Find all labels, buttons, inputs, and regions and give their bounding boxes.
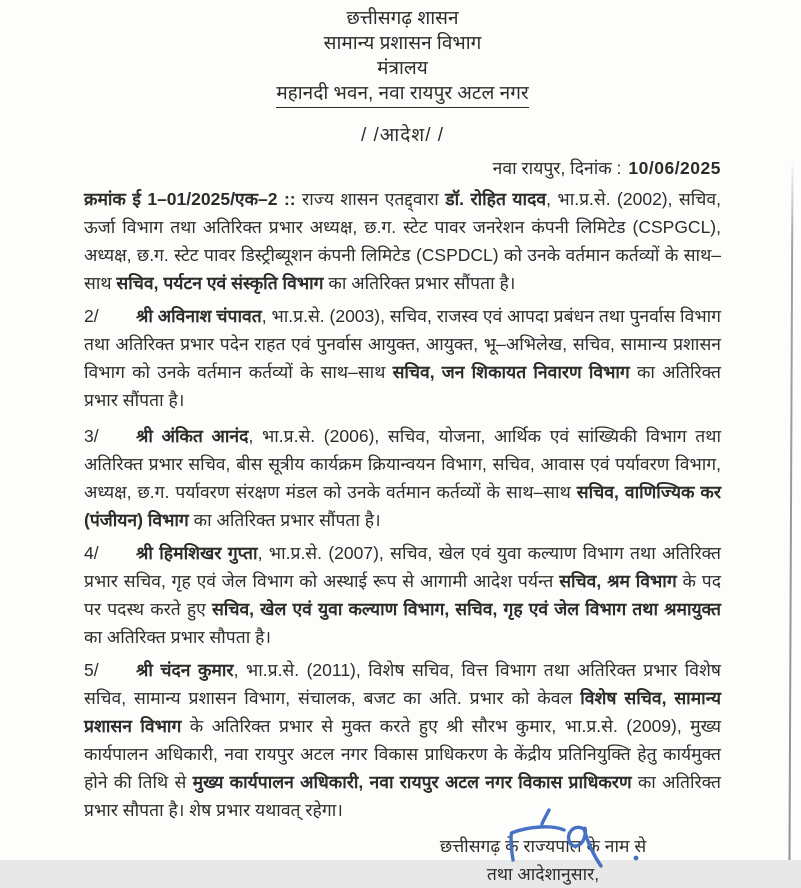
paragraph-4-text: श्री हिमशिखर गुप्ता, भा.प्र.से. (2007), सचिव, खेल एवं युवा कल्याण विभाग तथा अतिरिक्त प्रभार सचिव, गृह एवं जेल विभाग को अस्थाई रूप से आगामी आदेश पर्यन्त सचिव, श्रम विभाग के पद पर पदस्थ करते हुए सचिव, खेल एवं युवा कल्याण विभाग, सचिव, गृह एवं जेल विभाग तथा श्रमायुक्त का अतिरिक्त प्रभार सौपता है। [84,543,722,647]
place-date-label: नवा रायपुर, दिनांक : [492,158,622,178]
document-header [84,6,721,108]
paragraph-2 [84,302,721,414]
paragraph-3-number: 3/ [84,426,99,446]
header-department: सामान्य प्रशासन विभाग [323,33,482,54]
paragraph-4 [84,539,721,651]
order-title: / /आदेश/ / [360,125,445,146]
header-address-text: महानदी भवन, नवा रायपुर अटल नगर [276,81,528,108]
closing-authority-line: छत्तीसगढ़ के राज्यपाल के नाम से [439,836,647,856]
header-address [84,81,721,108]
paragraph-1: क्रमांक ई 1–01/2025/एक–2 :: राज्य शासन एतद्द्वारा डॉ. रोहित यादव, भा.प्र.से. (2002), सचिव, ऊर्जा विभाग तथा अतिरिक्त प्रभार अध्यक्ष, छ.ग. स्टेट पावर जनरेशन कंपनी लिमिटेड (CSPGCL), अध्यक्ष, छ.ग. स्टेट पावर डिस्ट्रीब्यूशन कंपनी लिमिटेड (CSPDCL) को उनके वर्तमान कर्तव्यों के साथ–साथ सचिव, पर्यटन एवं संस्कृति विभाग का अतिरिक्त प्रभार सौंपता है। [84,189,721,293]
header-government: छत्तीसगढ़ शासन [346,8,459,29]
paragraph-5 [84,656,721,824]
place-date-line [84,156,721,180]
paragraph-2-text: श्री अविनाश चंपावत, भा.प्र.से. (2003), सचिव, राजस्व एवं आपदा प्रबंधन तथा पुनर्वास विभाग तथा अतिरिक्त प्रभार पदेन राहत एवं पुनर्वास आयुक्त, आयुक्त, भू–अभिलेख, सचिव, सामान्य प्रशासन विभाग को उनके वर्तमान कर्तव्यों के साथ–साथ सचिव, जन शिकायत निवारण विभाग का अतिरिक्त प्रभार सौंपता है। [84,306,722,410]
paragraph-2-number: 2/ [84,306,99,326]
header-office: मंत्रालय [377,58,428,79]
signature [496,806,666,866]
paragraph-5-text: श्री चंदन कुमार, भा.प्र.से. (2011), विशेष सचिव, वित्त विभाग तथा अतिरिक्त प्रभार विशेष सचिव, सामान्य प्रशासन विभाग, संचालक, बजट का अति. प्रभार को केवल विशेष सचिव, सामान्य प्रशासन विभाग के अतिरिक्त प्रभार से मुक्त करते हुए श्री सौरभ कुमार, भा.प्र.से. (2009), मुख्य कार्यपालन अधिकारी, नवा रायपुर अटल नगर विकास प्राधिकरण के केंद्रीय प्रतिनियुक्ति हेतु कार्यमुक्त होने की तिथि से मुख्य कार्यपालन अधिकारी, नवा रायपुर अटल नगर विकास प्राधिकरण का अतिरिक्त प्रभार सौपता है। शेष प्रभार यथावत् रहेगा। [84,660,722,820]
paragraph-5-number: 5/ [84,660,99,680]
closing-by-order-line: तथा आदेशानुसार, [486,864,600,884]
paragraph-3 [84,422,721,534]
paragraph-3-text: श्री अंकित आनंद, भा.प्र.से. (2006), सचिव, योजना, आर्थिक एवं सांख्यिकी विभाग तथा अतिरिक्त प्रभार सचिव, बीस सूत्रीय कार्यक्रम क्रियान्वयन विभाग, सचिव, आवास एवं पर्यावरण विभाग, अध्यक्ष, छ.ग. पर्यावरण संरक्षण मंडल को उनके वर्तमान कर्तव्यों के साथ–साथ सचिव, वाणिज्यिक कर (पंजीयन) विभाग का अतिरिक्त प्रभार सौंपता है। [84,426,722,530]
paragraph-4-number: 4/ [84,543,99,563]
order-date: 10/06/2025 [628,158,721,178]
